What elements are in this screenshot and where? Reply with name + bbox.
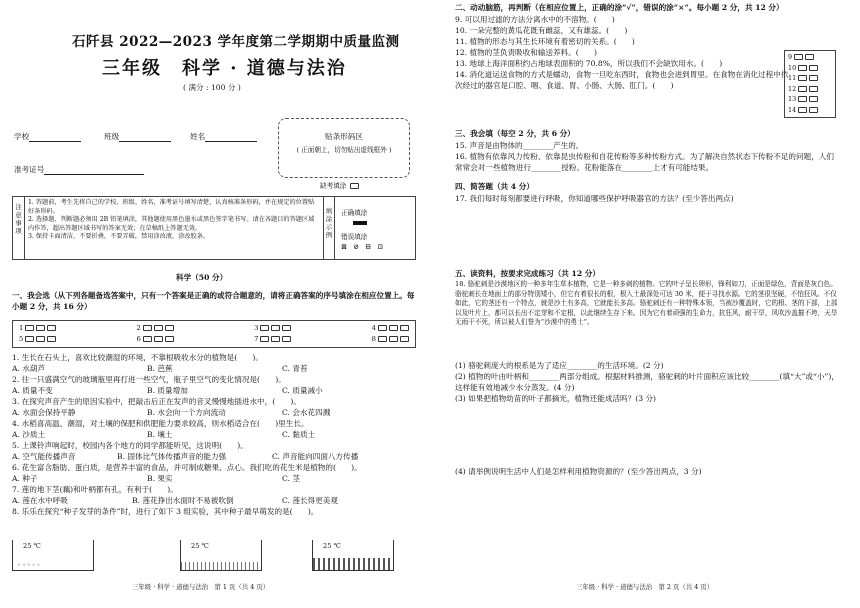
judge-answer-12[interactable]: 12 bbox=[788, 84, 832, 95]
answer-5[interactable]: 5 bbox=[19, 334, 56, 345]
fill-15: 15. 声音是由物体的________产生的。 bbox=[455, 141, 584, 150]
notice-label: 注意事项 bbox=[13, 197, 25, 259]
absent-bubble[interactable] bbox=[350, 183, 359, 189]
judge-answer-9[interactable]: 9 bbox=[788, 52, 832, 63]
question-2: 2. 往一只盛满空气的玻璃瓶里再打进一些空气，瓶子里空气的变化情况是( )。 A. 质量不变 B. 质量增加 C. 质量减小 bbox=[12, 375, 323, 395]
section5-title: 五、读资料，按要求完成练习（共 12 分） bbox=[455, 269, 600, 278]
beaker-b: 25 ℃ bbox=[180, 540, 262, 571]
class-field[interactable]: 班级 bbox=[104, 131, 171, 142]
answer-4[interactable]: 4 bbox=[372, 323, 409, 334]
question-7: 7. 莲的地下茎(藕)和叶柄都有孔，有利于( )。 A. 莲在水中呼吸 B. 莲花挣出水面时不易被吹倒 C. 莲长得更美观 bbox=[12, 485, 338, 505]
answer-1[interactable]: 1 bbox=[19, 323, 56, 334]
name-field[interactable]: 姓名 bbox=[190, 131, 257, 142]
section2-title: 二、动动脑筋，再判断（在相应位置上，正确的涂“√”，错误的涂“×”。每小题 2 分，共 12 分） bbox=[455, 3, 784, 12]
judge-13: 13. 地球上海洋面积约占地球表面积的 70.8%，所以我们不会缺饮用水。( ) bbox=[455, 59, 723, 68]
answer-sheet-judge bbox=[784, 50, 836, 118]
full-score: ( 满分 : 100 分 ) bbox=[183, 83, 241, 92]
reading-passage: 18. 骆驼刺是沙漠地区的一种多年生草本植物，它是一种多刺的植物。它的叶子呈长卵形，锋利如刀，正面是绿色，背面是灰白色。骆驼刺长在地面上的部分特别矮小，但它有着很长的根，根入土最深处可达 30 米，便于寻找水源。它的茎很坚硬，不怕狂风。不仅如此，它的茎还有一个特点，就是沙土有多高，它就能长多高。骆驼刺还有一种特殊本领，当被沙覆盖时，它的根、茎的下部，上部以及叶片上，都可以长出不定芽和不定根，以此继续生存下来。因为它有着顽强的生命力，抗狂风，耐干旱，风吹沙盖摧不垮，天旱无雨干不死，所以被人们誉为“沙漠中的勇士”。 bbox=[455, 280, 838, 327]
answer-8[interactable]: 8 bbox=[372, 334, 409, 345]
question-6: 6. 花生富含脂肪、蛋白质，是营养丰富的食品，并可制成糖果、点心。我们吃的花生米是植物的( )。 A. 种子 B. 果实 C. 茎 bbox=[12, 463, 362, 483]
answer-row-2 bbox=[19, 334, 409, 345]
reading-q3: (3) 如果把植物幼苗的叶子都摘光，植物还能成活吗？(3 分) bbox=[455, 394, 656, 403]
judge-14: 14. 消化道运送食物的方式是蠕动，食物一旦吃东西时，食物也会进到胃里。在食物在消化过程中依次经过的器官是口腔、咽、食道、胃、小肠、大肠、肛门。( ) bbox=[455, 70, 789, 90]
beaker-c: 25 ℃ bbox=[312, 540, 394, 571]
reading-q1: (1) 骆驼刺庞大的根系是为了适应________的生活环境。(2 分) bbox=[455, 361, 664, 370]
exam-title: 石阡县 2022—2023 学年度第二学期期中质量监测 bbox=[72, 34, 400, 50]
judge-questions bbox=[455, 14, 793, 91]
q8-experiment-figures bbox=[12, 540, 416, 574]
page-2 bbox=[430, 0, 860, 608]
reading-q2: (2) 植物的叶由叶柄和________两部分组成。根据材料推测，骆驼刺的叶片面积应该比较________(填“大”或“小”)，这样能有效地减少水分蒸发。(4 分) bbox=[455, 372, 839, 392]
section3-title: 三、我会填（每空 2 分，共 6 分） bbox=[455, 129, 575, 138]
answer-7[interactable]: 7 bbox=[254, 334, 291, 345]
judge-11: 11. 植物的形态与其生长环境有着密切的关系。( ) bbox=[455, 37, 635, 46]
question-5: 5. 上课铃声响起时，校园内各个地方的同学都能听见，这说明( )。 A. 空气能传播声音 B. 固体比气体传播声音的能力强 C. 声音能向四面八方传播 bbox=[12, 441, 359, 461]
section4-title: 四、简答题（共 4 分） bbox=[455, 182, 534, 191]
notice-items: 1. 答题前，考生先将自己的学校、班级、姓名、准考证号填写清楚，认真核准条形码，并在规定的位置贴好条形码。 2. 选择题、判断题必须用 2B 铅笔填涂，其他题使用黑色墨水或黑色签字笔书写。请在各题目的答题区域内作答，超出答题区域书写的答案无效；在草稿纸上答题无效。 3. 保持卡面清洁，不要折叠，不要弄破，禁用涂改液，涂改胶条。 bbox=[28, 199, 315, 241]
page-1-footer: 三年级 · 科学 · 道德与法治 第 1 页（共 4 页） bbox=[132, 583, 270, 591]
answer-3[interactable]: 3 bbox=[254, 323, 291, 334]
school-field[interactable]: 学校 bbox=[14, 131, 81, 142]
judge-10: 10. 一朵完整的黄瓜花既有雌蕊，又有雄蕊。( ) bbox=[455, 26, 628, 35]
answer-2[interactable]: 2 bbox=[137, 323, 174, 334]
wrong-fill: 错误填涂 ⊠ ⊘ ⊟ ⊡ bbox=[341, 233, 386, 251]
fill-questions bbox=[455, 140, 840, 173]
judge-answer-13[interactable]: 13 bbox=[788, 94, 832, 105]
answer-6[interactable]: 6 bbox=[137, 334, 174, 345]
science-section-title: 科学（50 分） bbox=[176, 273, 228, 282]
subject-title: 三年级 科学 · 道德与法治 bbox=[102, 58, 347, 79]
question-8: 8. 乐乐在探究“种子发芽的条件”时，进行了如下 3 组实验，其中种子最早萌发的是( )。 bbox=[12, 507, 319, 516]
answer-row-1 bbox=[19, 323, 409, 334]
correct-fill: 正确填涂 bbox=[341, 207, 367, 225]
judge-12: 12. 植物的茎负责吸收和输送养料。( ) bbox=[455, 48, 597, 57]
notice-box bbox=[12, 196, 416, 260]
judge-answer-10[interactable]: 10 bbox=[788, 63, 832, 74]
answer-area-reading[interactable] bbox=[455, 412, 840, 462]
judge-answer-14[interactable]: 14 bbox=[788, 105, 832, 116]
absent-mark[interactable]: 缺考填涂 bbox=[320, 182, 359, 191]
fill-example-label: 填涂示例 bbox=[323, 197, 335, 259]
exam-number-field[interactable]: 准考证号 bbox=[14, 164, 144, 175]
question-4: 4. 水稻喜高温、潮湿，对土壤的保肥和供肥能力要求较高，则水稻适合在( )里生长。 A. 沙质土 B. 壤土 C. 黏质土 bbox=[12, 419, 316, 439]
reading-questions bbox=[455, 360, 841, 404]
judge-9: 9. 可以用过滤的方法分离水中的不溶物。( ) bbox=[455, 15, 615, 24]
correct-fill-mark bbox=[353, 221, 367, 225]
answer-sheet-choice bbox=[12, 320, 416, 348]
answer-area-17[interactable] bbox=[455, 206, 840, 262]
answer-area-reading-q4[interactable] bbox=[455, 480, 840, 570]
short-answer-17: 17. 我们每时每刻都要进行呼吸，你知道哪些保护呼吸器官的方法？(至少答出两点) bbox=[455, 194, 734, 203]
judge-answer-11[interactable]: 11 bbox=[788, 73, 832, 84]
beaker-a: 25 ℃ ◦◦◦◦◦ bbox=[12, 540, 94, 571]
section1-title: 一、我会选（从下列各题备选答案中，只有一个答案是正确的或符合题意的，请将正确答案的序号填涂在相应位置上。每小题 2 分，共 16 分） bbox=[12, 291, 415, 311]
page-2-footer: 三年级 · 科学 · 道德与法治 第 2 页（共 4 页） bbox=[576, 583, 714, 591]
reading-q4: (4) 请举例说明生活中人们是怎样利用植物资源的？(至少答出两点，3 分) bbox=[455, 467, 702, 476]
question-1: 1. 生长在石头上，喜欢比较潮湿的环境，不靠根吸收水分的植物是( )。 A. 水葫芦 B. 芭蕉 C. 青苔 bbox=[12, 353, 308, 373]
fill-16: 16. 植物有依靠风力传粉、依靠昆虫传粉和自花传粉等多种传粉方式。为了解决自然状态下传粉不足的问题，人们常常会对一些植物进行________授粉。花粉能落在________上才有可能结果。 bbox=[455, 152, 834, 172]
barcode-area: 贴条形码区 ( 正面朝上，切勿贴出虚线框外 ) bbox=[278, 118, 410, 178]
question-3: 3. 在探究声音产生的原因实验中，把敲击后正在发声的音叉慢慢地插进水中，( )。 A. 水面会保持平静 B. 水会向一个方向流动 C. 会水花四溅 bbox=[12, 397, 331, 417]
choice-questions bbox=[12, 352, 416, 517]
